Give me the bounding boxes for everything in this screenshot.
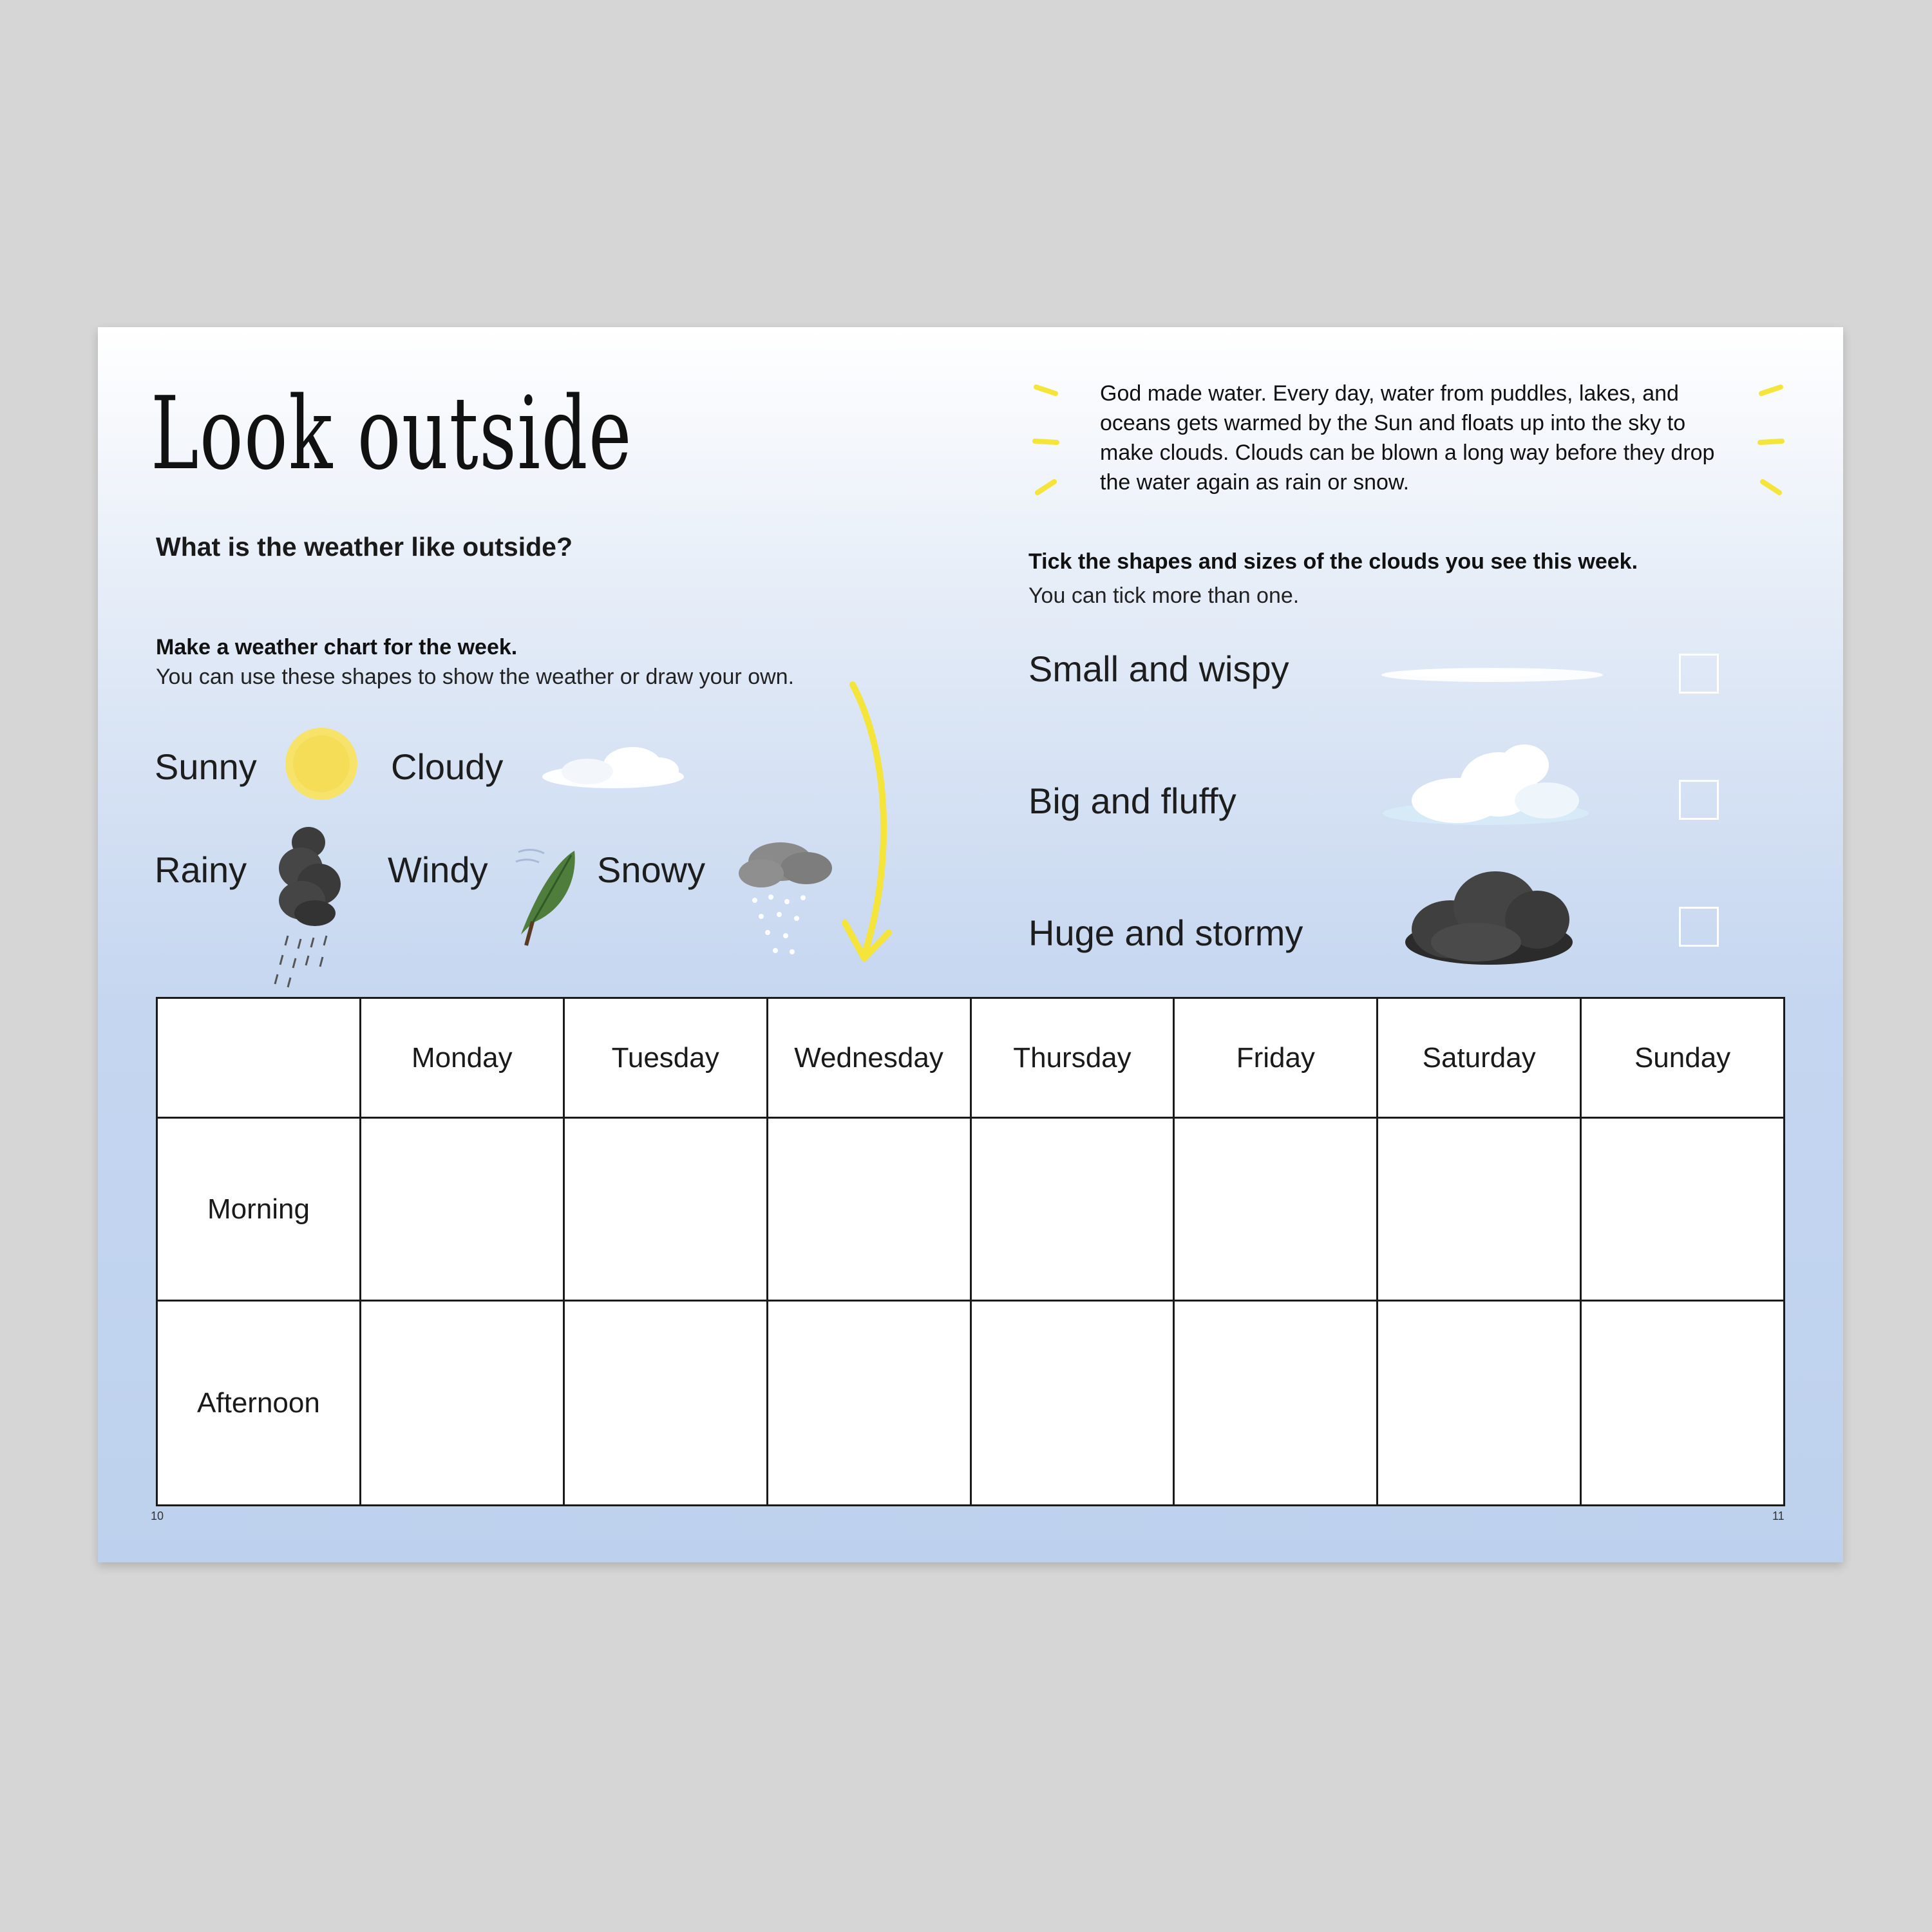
page-subtitle: What is the weather like outside?: [156, 532, 573, 562]
period-label-morning: Morning: [157, 1118, 361, 1301]
chart-cell[interactable]: [1174, 1301, 1378, 1506]
cloud-option-fluffy: Big and fluffy: [1028, 781, 1236, 821]
chart-cell[interactable]: [971, 1118, 1174, 1301]
day-header-sunday: Sunday: [1581, 998, 1785, 1118]
sun-rays-left-icon: [1028, 382, 1067, 504]
corner-cell: [157, 998, 361, 1118]
table-row: [157, 1301, 1785, 1506]
wispy-cloud-icon: [1376, 659, 1608, 691]
instructions-heading: Make a weather chart for the week.: [156, 635, 518, 659]
page-number-right: 11: [1772, 1510, 1785, 1522]
day-header-thursday: Thursday: [971, 998, 1174, 1118]
chart-cell[interactable]: [564, 1118, 767, 1301]
snow-cloud-icon: [735, 836, 838, 958]
day-header-wednesday: Wednesday: [767, 998, 971, 1118]
cloud-option-wispy: Small and wispy: [1028, 649, 1289, 689]
chart-cell[interactable]: [564, 1301, 767, 1506]
checkbox-fluffy[interactable]: [1679, 780, 1719, 820]
weather-label-sunny: Sunny: [155, 746, 257, 787]
instructions-note: You can use these shapes to show the weather or draw your own.: [156, 665, 795, 689]
cloud-option-stormy: Huge and stormy: [1028, 913, 1303, 953]
cloud-question: Tick the shapes and sizes of the clouds you see this week.: [1028, 549, 1638, 574]
page-title: Look outside: [151, 375, 632, 492]
period-label-afternoon: Afternoon: [157, 1301, 361, 1506]
day-header-friday: Friday: [1174, 998, 1378, 1118]
chart-cell[interactable]: [1581, 1118, 1785, 1301]
weather-label-snowy: Snowy: [597, 849, 706, 890]
chart-cell[interactable]: [360, 1118, 564, 1301]
rain-cloud-icon: [269, 823, 352, 997]
checkbox-stormy[interactable]: [1679, 907, 1719, 947]
arrow-down-icon: [838, 678, 916, 968]
cloud-icon: [536, 739, 690, 797]
table-row: [157, 1118, 1785, 1301]
fluffy-cloud-icon: [1379, 739, 1592, 829]
chart-cell[interactable]: [971, 1301, 1174, 1506]
windy-leaf-icon: [513, 839, 584, 949]
chart-cell[interactable]: [1378, 1301, 1581, 1506]
weather-label-windy: Windy: [388, 849, 488, 890]
activity-page: [98, 327, 1843, 1562]
chart-cell[interactable]: [767, 1118, 971, 1301]
chart-cell[interactable]: [1581, 1301, 1785, 1506]
day-header-monday: Monday: [360, 998, 564, 1118]
storm-cloud-icon: [1399, 862, 1579, 971]
day-header-saturday: Saturday: [1378, 998, 1581, 1118]
weather-chart-table: [156, 997, 1785, 1506]
sun-icon: [281, 726, 365, 804]
cloud-note: You can tick more than one.: [1028, 583, 1300, 608]
sun-rays-right-icon: [1750, 382, 1788, 504]
weather-label-rainy: Rainy: [155, 849, 247, 890]
chart-cell[interactable]: [767, 1301, 971, 1506]
weather-label-cloudy: Cloudy: [391, 746, 504, 787]
chart-cell[interactable]: [360, 1301, 564, 1506]
chart-cell[interactable]: [1174, 1118, 1378, 1301]
checkbox-wispy[interactable]: [1679, 654, 1719, 694]
chart-cell[interactable]: [1378, 1118, 1581, 1301]
day-header-tuesday: Tuesday: [564, 998, 767, 1118]
page-number-left: 10: [151, 1510, 164, 1522]
water-cycle-fact: God made water. Every day, water from puddles, lakes, and oceans gets warmed by the Sun and floats up into the sky to make clouds. Clouds can be blown a long way before they drop the water again as rain or snow.: [1100, 381, 1715, 495]
table-header-row: [157, 998, 1785, 1118]
